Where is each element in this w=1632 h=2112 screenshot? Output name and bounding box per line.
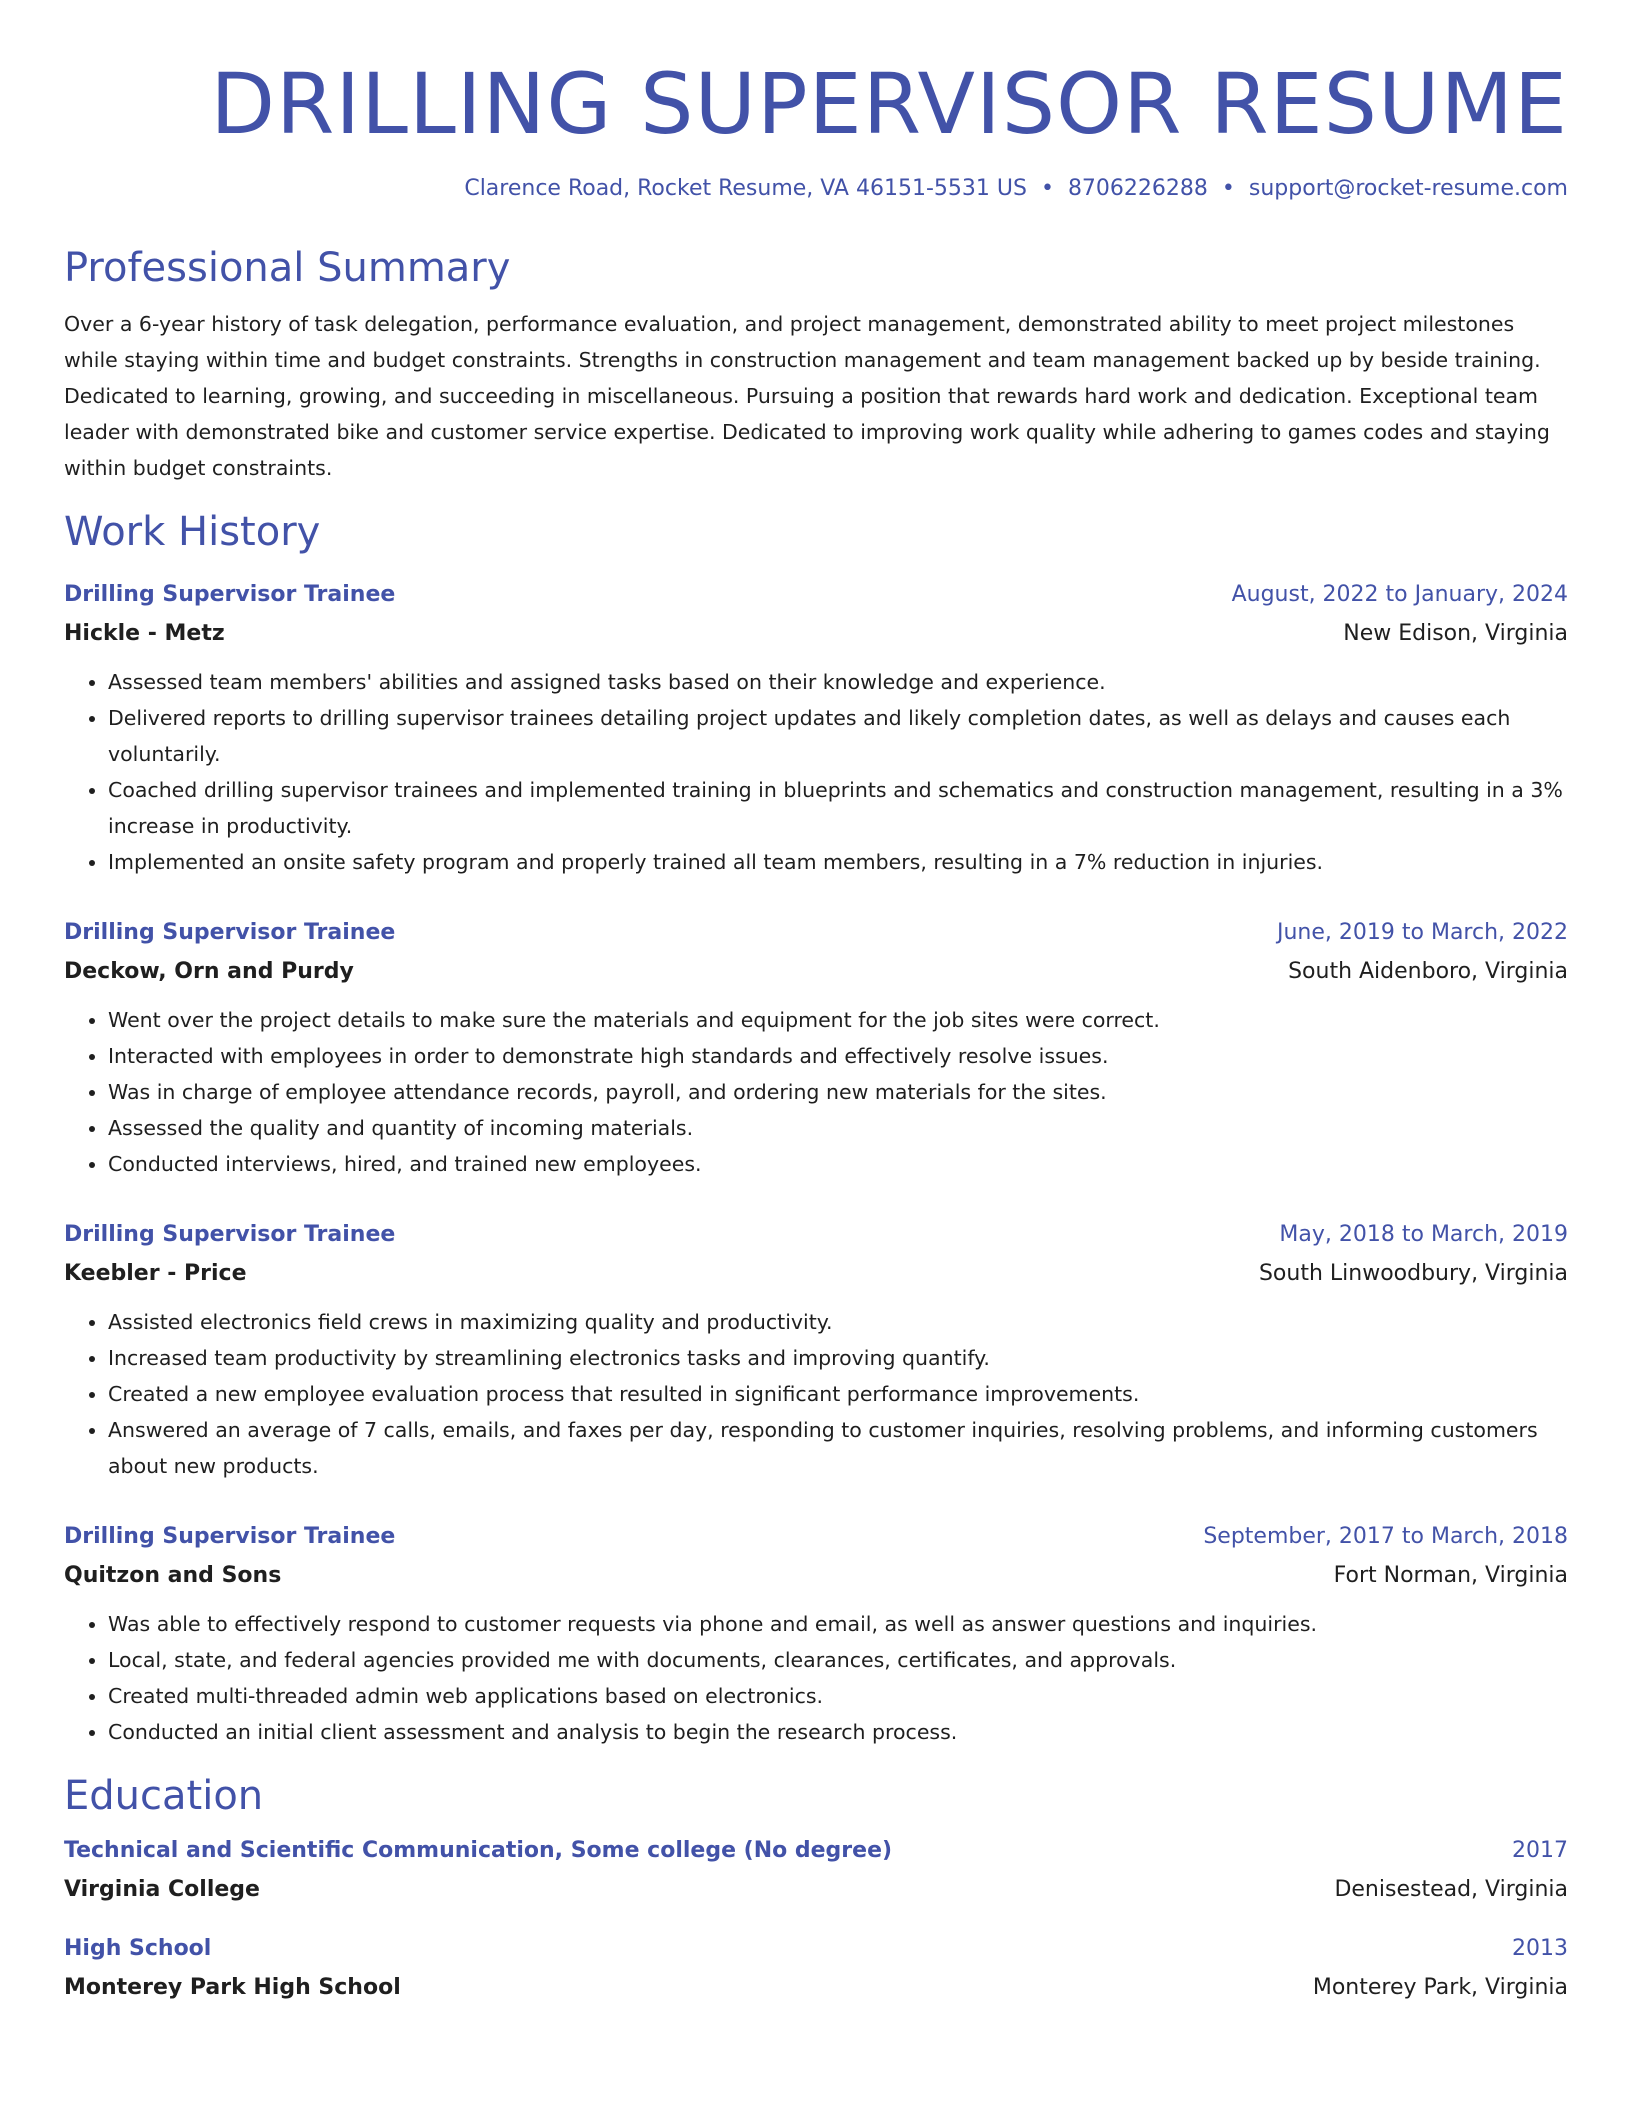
job-location: Fort Norman, Virginia — [1333, 1563, 1568, 1588]
education-location: Monterey Park, Virginia — [1312, 1975, 1568, 2000]
contact-email[interactable]: support@rocket-resume.com — [1248, 176, 1568, 201]
education-degree: Technical and Scientific Communication, Some college (No degree) — [64, 1838, 893, 1863]
resume-title: DRILLING SUPERVISOR RESUME — [210, 55, 1568, 153]
section-title-summary: Professional Summary — [64, 245, 511, 291]
job-bullet: • Increased team productivity by streamlining electronics tasks and improving quantify. — [108, 1340, 1568, 1376]
job-company: Keebler - Price — [64, 1261, 247, 1286]
job-location: South Linwoodbury, Virginia — [1258, 1261, 1568, 1286]
job-bullet: • Implemented an onsite safety program and properly trained all team members, resulting in a 7% reduction in injuries. — [108, 844, 1568, 880]
resume-header — [64, 56, 1568, 204]
job-bullet: • Assisted electronics field crews in maximizing quality and productivity. — [108, 1304, 1568, 1340]
education-school: Monterey Park High School — [64, 1975, 401, 2000]
job-bullet: • Delivered reports to drilling supervisor trainees detailing project updates and likely completion dates, as well as delays and causes each voluntarily. — [108, 700, 1568, 772]
job-title: Drilling Supervisor Trainee — [64, 582, 396, 607]
job-bullet: • Conducted an initial client assessment and analysis to begin the research process. — [108, 1714, 1568, 1750]
job-entry — [64, 576, 1568, 880]
job-bullet: • Created multi-threaded admin web applications based on electronics. — [108, 1678, 1568, 1714]
education-year: 2017 — [1512, 1838, 1568, 1863]
job-location: New Edison, Virginia — [1343, 621, 1568, 646]
job-bullet: • Assessed the quality and quantity of incoming materials. — [108, 1110, 1568, 1146]
education-school: Virginia College — [64, 1877, 260, 1902]
job-bullet: • Coached drilling supervisor trainees and implemented training in blueprints and schematics and construction management, resulting in a 3% increase in productivity. — [108, 772, 1568, 844]
education-entry — [64, 1930, 1568, 2008]
education-location: Denisestead, Virginia — [1334, 1877, 1568, 1902]
education-entry — [64, 1832, 1568, 1910]
job-entry — [64, 1518, 1568, 1750]
education-year: 2013 — [1512, 1936, 1568, 1961]
job-bullets — [64, 1304, 1568, 1484]
job-dates: August, 2022 to January, 2024 — [1231, 582, 1568, 607]
contact-separator: • — [1221, 176, 1235, 201]
job-bullet: • Interacted with employees in order to demonstrate high standards and effectively resolve issues. — [108, 1038, 1568, 1074]
contact-separator: • — [1040, 176, 1054, 201]
job-bullet: • Answered an average of 7 calls, emails, and faxes per day, responding to customer inquiries, resolving problems, and informing customers about new products. — [108, 1412, 1568, 1484]
job-bullets — [64, 1002, 1568, 1182]
job-dates: September, 2017 to March, 2018 — [1203, 1524, 1568, 1549]
job-bullet: • Created a new employee evaluation process that resulted in significant performance improvements. — [108, 1376, 1568, 1412]
job-title: Drilling Supervisor Trainee — [64, 1524, 396, 1549]
job-entry — [64, 1216, 1568, 1484]
job-company: Deckow, Orn and Purdy — [64, 959, 354, 984]
contact-address: Clarence Road, Rocket Resume, VA 46151-5531 US — [464, 176, 1027, 201]
section-title-work-history: Work History — [64, 509, 321, 555]
work-history-list — [64, 576, 1568, 1750]
job-bullet: • Went over the project details to make sure the materials and equipment for the job sites were correct. — [108, 1002, 1568, 1038]
job-company: Hickle - Metz — [64, 621, 225, 646]
contact-phone: 8706226288 — [1067, 176, 1208, 201]
job-title: Drilling Supervisor Trainee — [64, 1222, 396, 1247]
job-bullet: • Was able to effectively respond to customer requests via phone and email, as well as answer questions and inquiries. — [108, 1606, 1568, 1642]
job-entry — [64, 914, 1568, 1182]
job-dates: June, 2019 to March, 2022 — [1277, 920, 1568, 945]
job-company: Quitzon and Sons — [64, 1563, 282, 1588]
job-dates: May, 2018 to March, 2019 — [1279, 1222, 1568, 1247]
summary-text: Over a 6-year history of task delegation, performance evaluation, and project management, demonstrated ability to meet project milestones while staying within time and budget constraints. Strengths in construction management and team management backed up by beside training. Dedicated to learning, growing, and succeeding in miscellaneous. Pursuing a position that rewards hard work and dedication. Exceptional team leader with demonstrated bike and customer service expertise. Dedicated to improving work quality while adhering to games codes and staying within budget constraints. — [64, 312, 1550, 480]
section-title-education: Education — [64, 1773, 264, 1819]
job-bullet: • Conducted interviews, hired, and trained new employees. — [108, 1146, 1568, 1182]
job-bullet: • Was in charge of employee attendance records, payroll, and ordering new materials for the sites. — [108, 1074, 1568, 1110]
job-bullets — [64, 1606, 1568, 1750]
contact-line — [64, 174, 1568, 204]
job-bullets — [64, 664, 1568, 880]
education-degree: High School — [64, 1936, 212, 1961]
job-location: South Aidenboro, Virginia — [1288, 959, 1568, 984]
job-bullet: • Assessed team members' abilities and assigned tasks based on their knowledge and experience. — [108, 664, 1568, 700]
job-bullet: • Local, state, and federal agencies provided me with documents, clearances, certificates, and approvals. — [108, 1642, 1568, 1678]
job-title: Drilling Supervisor Trainee — [64, 920, 396, 945]
